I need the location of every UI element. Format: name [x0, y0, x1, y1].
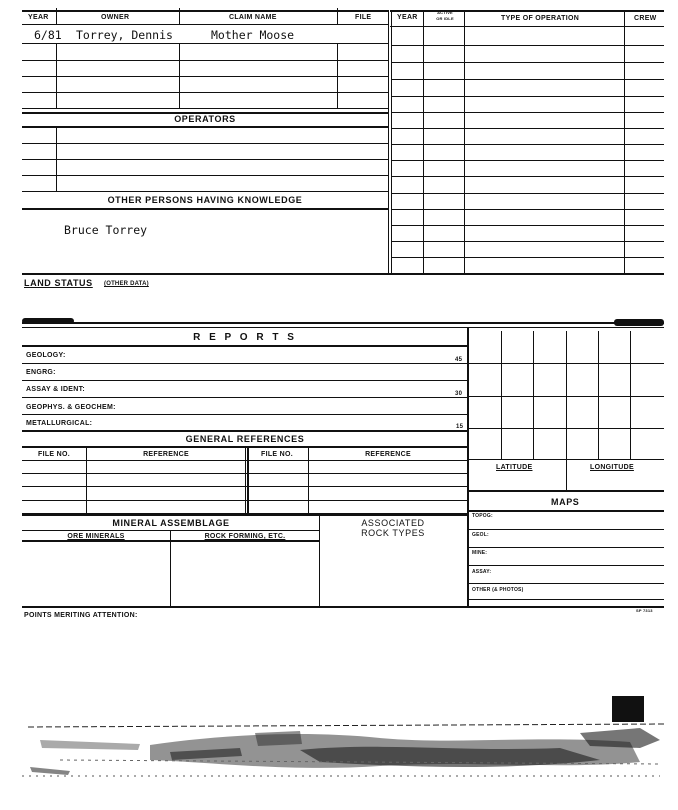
claim-year: 6/81: [34, 28, 62, 42]
report-geology-num: 45: [455, 357, 463, 363]
operations-header-active: ACTIVE: [437, 10, 453, 15]
knowledge-title: OTHER PERSONS HAVING KNOWLEDGE: [107, 195, 303, 205]
points-meriting-attention: POINTS MERITING ATTENTION:: [24, 612, 138, 619]
report-metallurgical-num: 15: [456, 424, 464, 430]
claim-name: Mother Moose: [211, 28, 295, 42]
associated-rock-types-1: ASSOCIATED: [361, 518, 425, 528]
land-status-title: LAND STATUS: [24, 278, 93, 288]
reports-title: R E P O R T S: [193, 332, 297, 343]
longitude-label: LONGITUDE: [590, 464, 634, 471]
claim-owner: Torrey, Dennis: [76, 28, 173, 42]
maps-topog: TOPOG:: [472, 513, 493, 519]
maps-other: OTHER (& PHOTOS): [472, 587, 524, 593]
form-code: SP 7313: [636, 608, 653, 613]
claims-header-year: YEAR: [28, 14, 49, 21]
knowledge-name: Bruce Torrey: [64, 223, 148, 237]
report-assay-label: ASSAY & IDENT:: [26, 386, 86, 393]
ore-minerals-label: ORE MINERALS: [67, 533, 125, 540]
maps-assay: ASSAY:: [472, 569, 492, 575]
report-assay-num: 30: [455, 391, 463, 397]
gr-header-file-no-2: FILE NO.: [261, 451, 293, 458]
operators-title: OPERATORS: [174, 114, 236, 124]
gr-header-reference-1: REFERENCE: [143, 451, 189, 458]
operations-header-year: YEAR: [397, 14, 418, 21]
report-geology-label: GEOLOGY:: [26, 352, 66, 359]
associated-rock-types-2: ROCK TYPES: [361, 528, 425, 538]
general-references-title: GENERAL REFERENCES: [185, 434, 305, 444]
latitude-label: LATITUDE: [496, 464, 533, 471]
claims-header-file: FILE: [355, 14, 372, 21]
mineral-assemblage-title: MINERAL ASSEMBLAGE: [112, 518, 230, 528]
maps-title: MAPS: [551, 497, 580, 507]
report-geophys-label: GEOPHYS. & GEOCHEM:: [26, 404, 116, 411]
claims-header-owner: OWNER: [101, 14, 130, 21]
report-metallurgical-label: METALLURGICAL:: [26, 420, 93, 427]
claims-header-claim-name: CLAIM NAME: [229, 14, 277, 21]
operations-header-crew: CREW: [634, 15, 657, 22]
rock-forming-label: ROCK FORMING, ETC.: [204, 533, 286, 540]
report-engrg-label: ENGRG:: [26, 369, 56, 376]
gr-header-file-no-1: FILE NO.: [38, 451, 70, 458]
gr-header-reference-2: REFERENCE: [365, 451, 411, 458]
maps-mine: MINE:: [472, 550, 488, 556]
operations-header-type: TYPE OF OPERATION: [501, 15, 580, 22]
maps-geol: GEOL:: [472, 532, 489, 538]
operations-header-idle: OR IDLE: [436, 16, 454, 21]
land-status-subtitle: (OTHER DATA): [104, 281, 149, 287]
